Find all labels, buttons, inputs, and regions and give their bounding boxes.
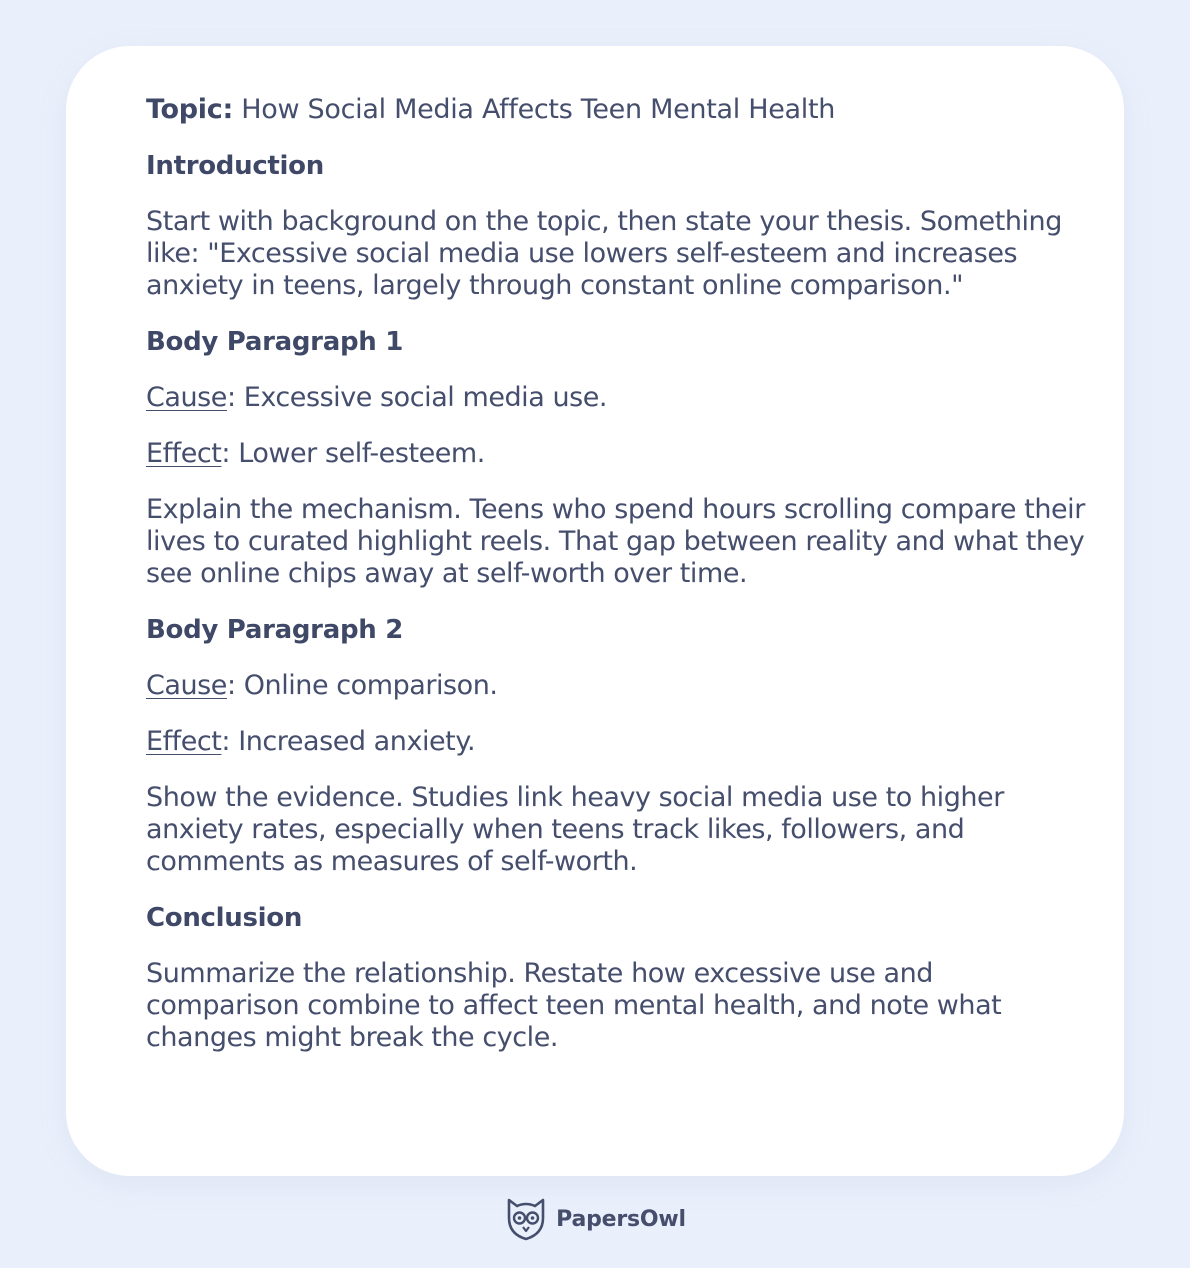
body-paragraph-1-heading: Body Paragraph 1	[146, 327, 404, 357]
topic-value: How Social Media Affects Teen Mental Health	[232, 94, 836, 125]
brand-name: PapersOwl	[556, 1206, 686, 1232]
effect-label: Effect	[146, 726, 222, 757]
effect-label: Effect	[146, 438, 222, 469]
body-1-cause	[146, 382, 1076, 414]
cause-label: Cause	[146, 670, 227, 701]
body-2-effect	[146, 726, 1076, 758]
introduction-text: Start with background on the topic, then state your thesis. Something like: "Excessive social media use lowers self-esteem and increases anxiety in teens, largely through constant online comparison."	[146, 206, 1062, 301]
body-2-cause	[146, 670, 1076, 702]
introduction-heading: Introduction	[146, 151, 324, 181]
outline-card	[66, 46, 1124, 1176]
topic-label: Topic:	[146, 94, 233, 125]
footer-brand	[0, 1196, 1190, 1242]
body-2-text: Show the evidence. Studies link heavy social media use to higher anxiety rates, especially when teens track likes, followers, and comments as measures of self-worth.	[146, 782, 1004, 877]
conclusion-text: Summarize the relationship. Restate how excessive use and comparison combine to affect teen mental health, and note what changes might break the cycle.	[146, 958, 1002, 1053]
conclusion-heading: Conclusion	[146, 903, 303, 933]
body-1-text: Explain the mechanism. Teens who spend hours scrolling compare their lives to curated highlight reels. That gap between reality and what they see online chips away at self-worth over time.	[146, 494, 1085, 589]
cause-label: Cause	[146, 382, 227, 413]
effect-text: : Increased anxiety.	[221, 726, 476, 757]
effect-text: : Lower self-esteem.	[221, 438, 485, 469]
body-paragraph-2-heading: Body Paragraph 2	[146, 615, 404, 645]
topic-line	[146, 94, 1124, 126]
cause-text: : Online comparison.	[226, 670, 498, 701]
cause-text: : Excessive social media use.	[226, 382, 608, 413]
owl-logo-icon	[504, 1196, 548, 1242]
body-1-effect	[146, 438, 1076, 470]
